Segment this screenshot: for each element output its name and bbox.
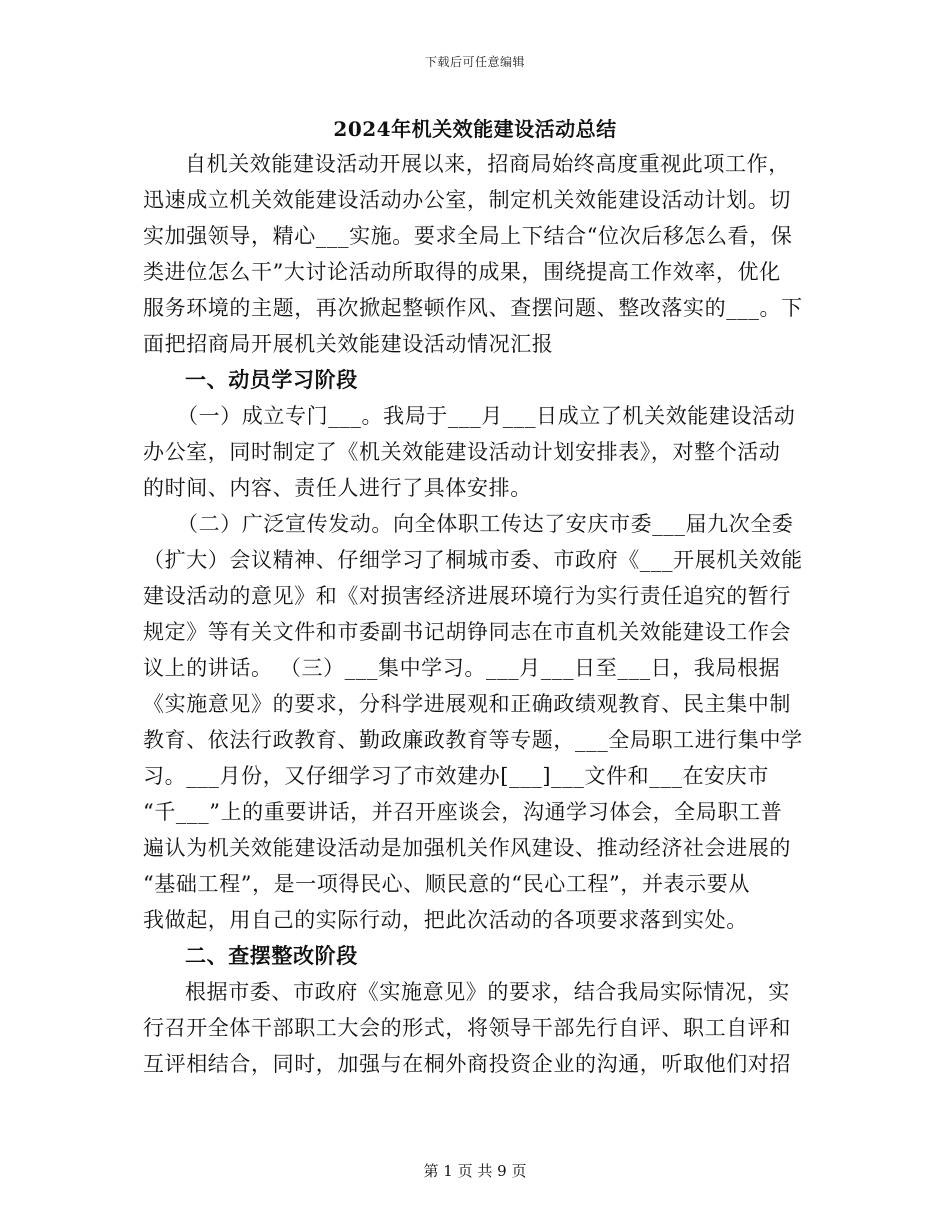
header-note: 下载后可任意编辑	[424, 55, 525, 69]
document-body	[143, 146, 813, 1082]
paragraph-line: 行召开全体干部职工大会的形式，将领导干部先行自评、职工自评和	[143, 1016, 791, 1040]
paragraph-line: 《实施意见》的要求，分科学进展观和正确政绩观教育、民主集中制	[143, 692, 791, 716]
paragraph-line: 议上的讲话。 （三）___集中学习。___月___日至___日，我局根据	[143, 656, 781, 680]
paragraph-line: “千___”上的重要讲话，并召开座谈会，沟通学习体会，全局职工普	[143, 800, 783, 824]
page-number-footer: 第 1 页 共 9 页	[423, 1162, 527, 1180]
paragraph-line: 自机关效能建设活动开展以来，招商局始终高度重视此项工作，	[185, 152, 790, 176]
paragraph-line: 遍认为机关效能建设活动是加强机关作风建设、推动经济社会进展的	[143, 836, 791, 860]
paragraph-line: 建设活动的意见》和《对损害经济进展环境行为实行责任追究的暂行	[143, 584, 791, 608]
section-heading: 一、动员学习阶段	[185, 367, 358, 392]
paragraph-line: 互评相结合，同时，加强与在桐外商投资企业的沟通，听取他们对招	[143, 1052, 791, 1076]
paragraph-line: 办公室，同时制定了《机关效能建设活动计划安排表》，对整个活动	[143, 440, 781, 464]
paragraph-line: 教育、依法行政教育、勤政廉政教育等专题，___全局职工进行集中学	[143, 728, 803, 752]
paragraph-line: 规定》等有关文件和市委副书记胡铮同志在市直机关效能建设工作会	[143, 620, 791, 644]
section-heading: 二、查摆整改阶段	[185, 943, 358, 968]
paragraph-line: “基础工程”，是一项得民心、顺民意的“民心工程”，并表示要从	[143, 872, 750, 896]
paragraph-line: 习。___月份，又仔细学习了市效建办[___]___文件和___在安庆市	[143, 764, 769, 788]
paragraph-line: 服务环境的主题，再次掀起整顿作风、查摆问题、整改落实的___。下	[143, 296, 803, 320]
paragraph-line: （一）成立专门___。我局于___月___日成立了机关效能建设活动	[177, 404, 796, 428]
paragraph-line: 根据市委、市政府《实施意见》的要求，结合我局实际情况，实	[185, 980, 790, 1004]
paragraph-line: （二）广泛宣传发动。向全体职工传达了安庆市委___届九次全委	[177, 512, 794, 536]
paragraph-line: 类进位怎么干”大讨论活动所取得的成果，围绕提高工作效率，优化	[143, 260, 781, 284]
paragraph-line: 迅速成立机关效能建设活动办公室，制定机关效能建设活动计划。切	[143, 188, 791, 212]
paragraph-line: 我做起，用自己的实际行动，把此次活动的各项要求落到实处。	[143, 908, 748, 932]
paragraph-line: 的时间、内容、责任人进行了具体安排。	[143, 476, 532, 500]
paragraph-line: （扩大）会议精神、仔细学习了桐城市委、市政府《___开展机关效能	[143, 548, 803, 572]
document-title: 2024年机关效能建设活动总结	[333, 117, 617, 141]
paragraph-line: 面把招商局开展机关效能建设活动情况汇报	[143, 332, 554, 356]
paragraph-line: 实加强领导，精心___实施。要求全局上下结合“位次后移怎么看，保	[143, 224, 793, 248]
